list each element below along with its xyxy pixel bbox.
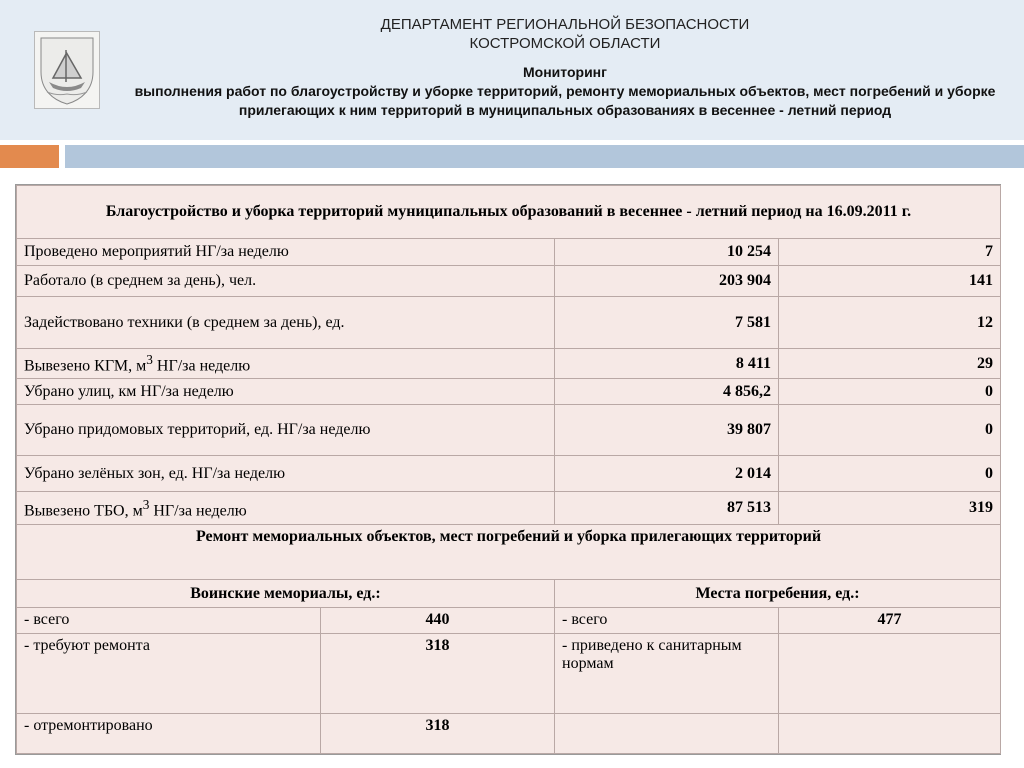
row-total: 2 014 [555, 456, 779, 492]
kostroma-coat-of-arms-icon [34, 31, 100, 109]
section2-title: Ремонт мемориальных объектов, мест погребений и уборка прилегающих территорий [17, 525, 1001, 580]
row-label: Задействовано техники (в среднем за день), ед. [17, 297, 555, 349]
row-total: 8 411 [555, 349, 779, 379]
table-row [17, 297, 1001, 349]
memorials-header: Воинские мемориалы, ед.: [17, 580, 555, 608]
row-label: Проведено мероприятий НГ/за неделю [17, 239, 555, 266]
burials-header: Места погребения, ед.: [555, 580, 1001, 608]
burial-value [779, 714, 1001, 754]
row-week: 12 [779, 297, 1001, 349]
monitoring-title [120, 63, 1010, 120]
memorial-value: 440 [321, 608, 555, 634]
row-label-text: Вывезено ТБО, м [24, 501, 143, 519]
row-label: Убрано придомовых территорий, ед. НГ/за неделю [17, 405, 555, 456]
burial-value: 477 [779, 608, 1001, 634]
row-week: 0 [779, 456, 1001, 492]
row-total: 7 581 [555, 297, 779, 349]
row-total: 203 904 [555, 266, 779, 297]
row-week: 0 [779, 379, 1001, 405]
row-label-sup: 3 [146, 352, 153, 367]
table-row [17, 456, 1001, 492]
section1-title: Благоустройство и уборка территорий муниципальных образований в весеннее - летний период на 16.09.2011 г. [17, 186, 1001, 239]
memorial-label: - всего [17, 608, 321, 634]
row-label-sup: 3 [142, 496, 150, 512]
burial-value [779, 634, 1001, 714]
row-label: Убрано улиц, км НГ/за неделю [17, 379, 555, 405]
burial-label: - приведено к санитарным нормам [555, 634, 779, 714]
row-label [17, 492, 555, 525]
row-total: 39 807 [555, 405, 779, 456]
table-row [17, 349, 1001, 379]
department-title-line1: ДЕПАРТАМЕНТ РЕГИОНАЛЬНОЙ БЕЗОПАСНОСТИ [380, 16, 750, 33]
row-label-tail: НГ/за неделю [149, 501, 247, 519]
table-row [17, 379, 1001, 405]
table-row [17, 405, 1001, 456]
row-total: 10 254 [555, 239, 779, 266]
row-label-text: Вывезено КГМ, м [24, 357, 147, 375]
memorial-value: 318 [321, 634, 555, 714]
row-total: 4 856,2 [555, 379, 779, 405]
memorial-label: - требуют ремонта [17, 634, 321, 714]
table-row [17, 492, 1001, 525]
burial-label: - всего [555, 608, 779, 634]
row-label: Работало (в среднем за день), чел. [17, 266, 555, 297]
table-row [17, 634, 1001, 714]
row-label-tail: НГ/за неделю [152, 357, 251, 375]
monitoring-table-container [15, 184, 1001, 755]
memorial-label: - отремонтировано [17, 714, 321, 754]
orange-accent-bar [0, 145, 59, 168]
department-title-line2: КОСТРОМСКОЙ ОБЛАСТИ [469, 35, 661, 52]
row-week: 7 [779, 239, 1001, 266]
row-week: 0 [779, 405, 1001, 456]
department-title [300, 15, 830, 53]
table-row [17, 239, 1001, 266]
monitoring-table [16, 185, 1001, 754]
blue-accent-bar [65, 145, 1024, 168]
burial-label [555, 714, 779, 754]
monitoring-heading: Мониторинг [523, 64, 607, 80]
row-week: 319 [779, 492, 1001, 525]
row-week: 141 [779, 266, 1001, 297]
row-total: 87 513 [555, 492, 779, 525]
table-row [17, 266, 1001, 297]
table-row [17, 608, 1001, 634]
row-label: Убрано зелёных зон, ед. НГ/за неделю [17, 456, 555, 492]
row-label [17, 349, 555, 379]
monitoring-subtitle: выполнения работ по благоустройству и уборке территорий, ремонту мемориальных объектов, мест погребений и уборке прилегающих к ним территорий в муниципальных образованиях в весеннее - летний период [134, 83, 996, 118]
row-week: 29 [779, 349, 1001, 379]
memorial-value: 318 [321, 714, 555, 754]
table-row [17, 714, 1001, 754]
